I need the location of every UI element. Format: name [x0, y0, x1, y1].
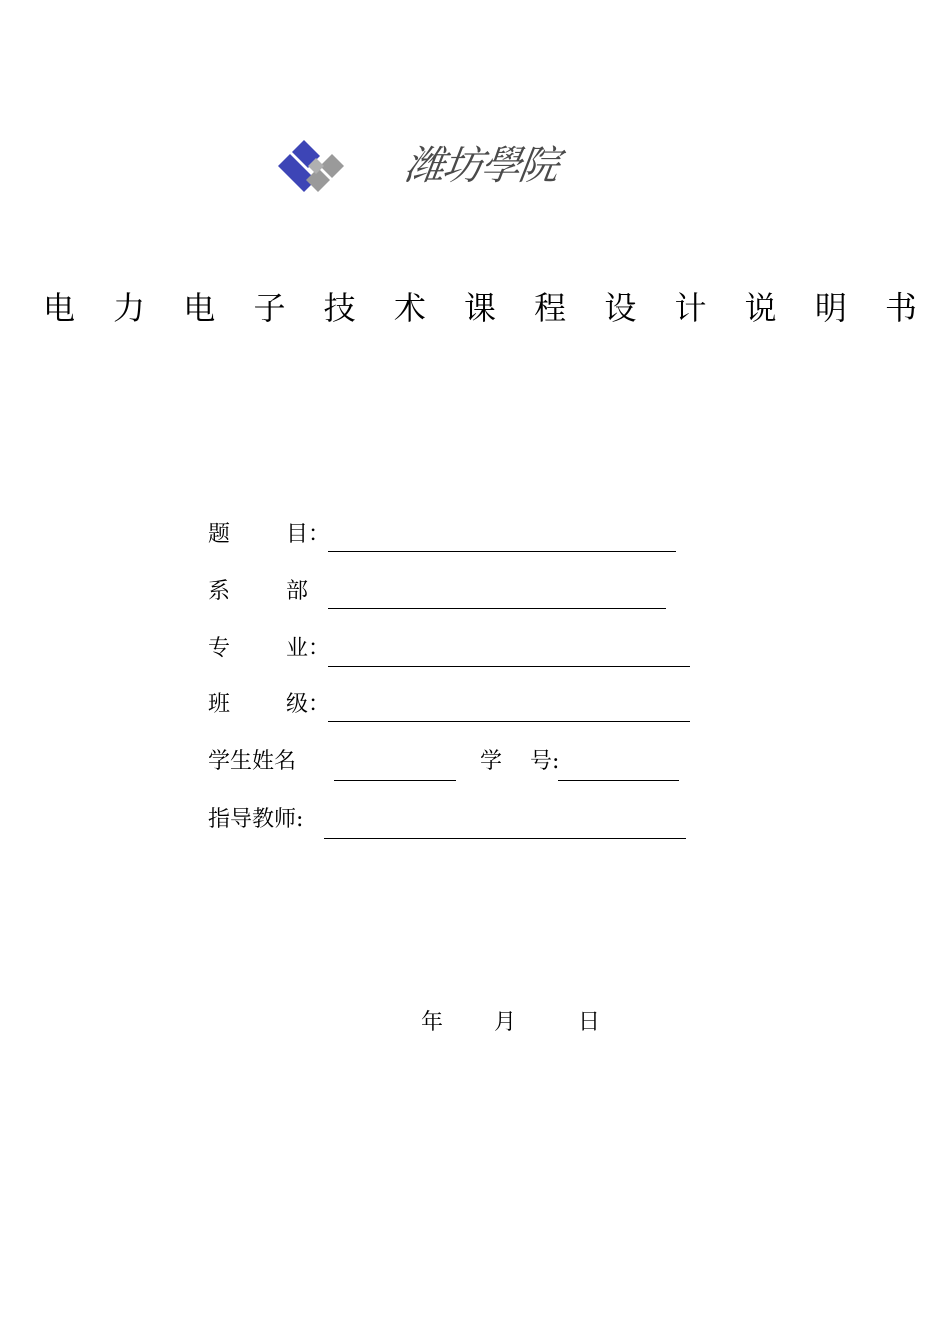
- advisor-field-line[interactable]: [324, 838, 686, 839]
- student-id-label: 学 号:: [480, 749, 560, 774]
- student-name-field-line[interactable]: [334, 780, 456, 781]
- advisor-label: 指导教师:: [208, 807, 304, 832]
- school-logo-icon: [276, 140, 344, 192]
- major-label: 专 业：: [208, 636, 330, 661]
- date-year: 年: [421, 1010, 444, 1035]
- school-name: 潍坊學院: [401, 143, 561, 189]
- student-id-field-line[interactable]: [558, 780, 679, 781]
- student-name-label: 学生姓名: [208, 749, 297, 774]
- class-field-line[interactable]: [328, 721, 690, 722]
- topic-field-line[interactable]: [328, 551, 676, 552]
- date-day: 日: [578, 1010, 601, 1035]
- date-month: 月: [494, 1010, 517, 1035]
- class-label: 班 级：: [208, 692, 330, 717]
- department-field-line[interactable]: [328, 608, 666, 609]
- major-field-line[interactable]: [328, 666, 690, 667]
- department-label: 系 部: [208, 579, 308, 604]
- document-title: 电 力 电 子 技 术 课 程 设 计 说 明 书: [42, 289, 932, 327]
- topic-label: 题 目：: [208, 522, 330, 547]
